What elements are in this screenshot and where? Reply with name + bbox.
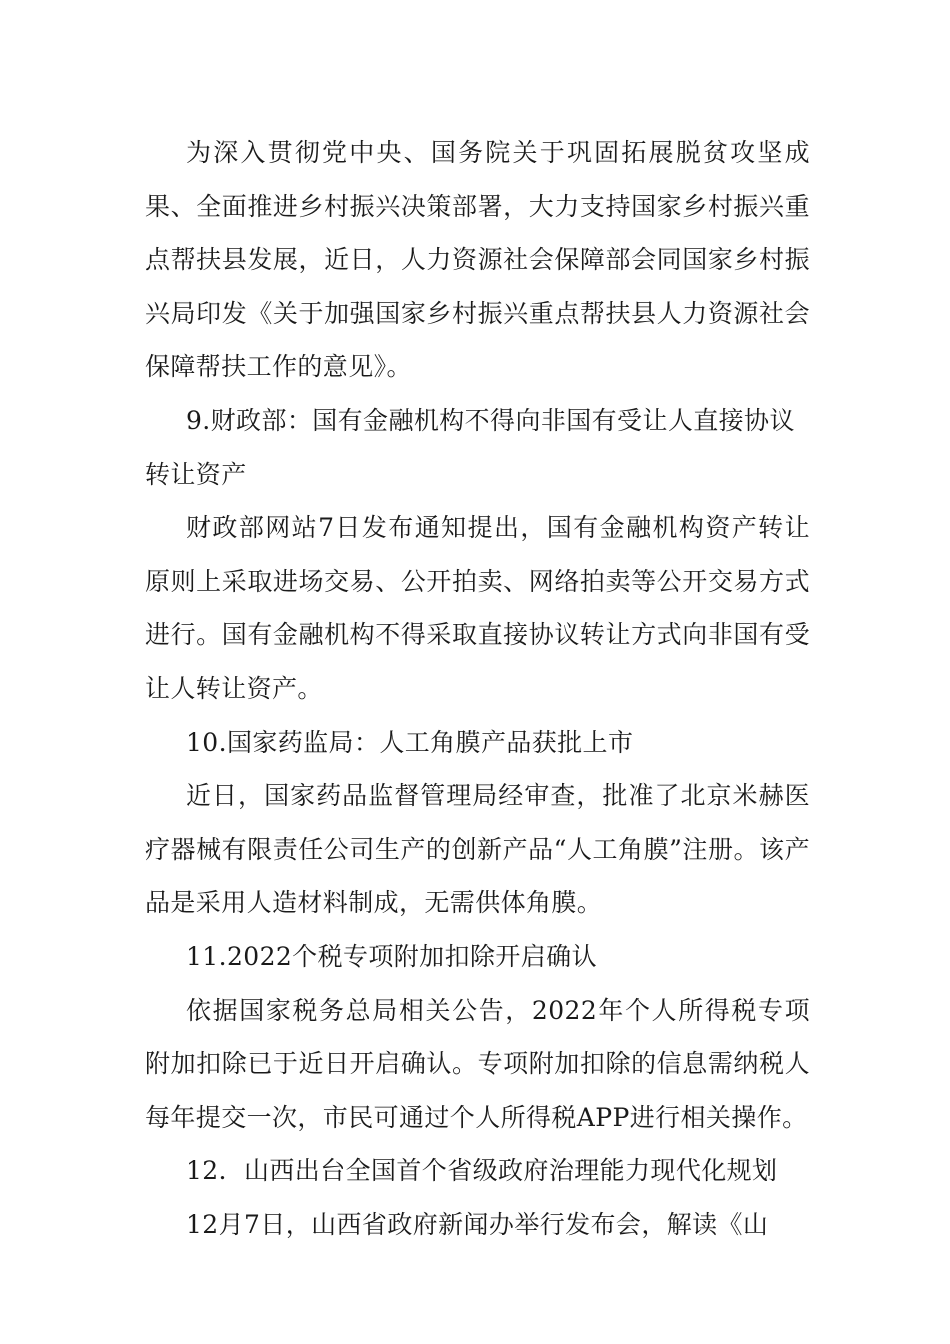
paragraph-rural-revitalization: 为深入贯彻党中央、国务院关于巩固拓展脱贫攻坚成果、全面推进乡村振兴决策部署，大力支持国家乡村振兴重点帮扶县发展，近日，人力资源社会保障部会同国家乡村振兴局印发《关于加强国家乡村振兴重点帮扶县人力资源社会保障帮扶工作的意见》。 [145, 138, 810, 382]
document-body [145, 126, 810, 1251]
heading-item-9: 9.财政部：国有金融机构不得向非国有受让人直接协议转让资产 [145, 405, 795, 489]
paragraph-tax-deduction: 依据国家税务总局相关公告，2022年个人所得税专项附加扣除已于近日开启确认。专项附加扣除的信息需纳税人每年提交一次，市民可通过个人所得税APP进行相关操作。 [145, 995, 810, 1132]
heading-item-10: 10.国家药监局：人工角膜产品获批上市 [186, 727, 634, 757]
paragraph-shanxi-plan: 12月7日，山西省政府新闻办举行发布会，解读《山 [186, 1209, 769, 1239]
paragraph-asset-transfer: 财政部网站7日发布通知提出，国有金融机构资产转让原则上采取进场交易、公开拍卖、网络拍卖等公开交易方式进行。国有金融机构不得采取直接协议转让方式向非国有受让人转让资产。 [145, 513, 810, 703]
heading-item-11: 11.2022个税专项附加扣除开启确认 [186, 941, 597, 971]
paragraph-artificial-cornea: 近日，国家药品监督管理局经审查，批准了北京米赫医疗器械有限责任公司生产的创新产品“人工角膜”注册。该产品是采用人造材料制成，无需供体角膜。 [145, 781, 810, 918]
heading-item-12: 12．山西出台全国首个省级政府治理能力现代化规划 [186, 1156, 778, 1186]
